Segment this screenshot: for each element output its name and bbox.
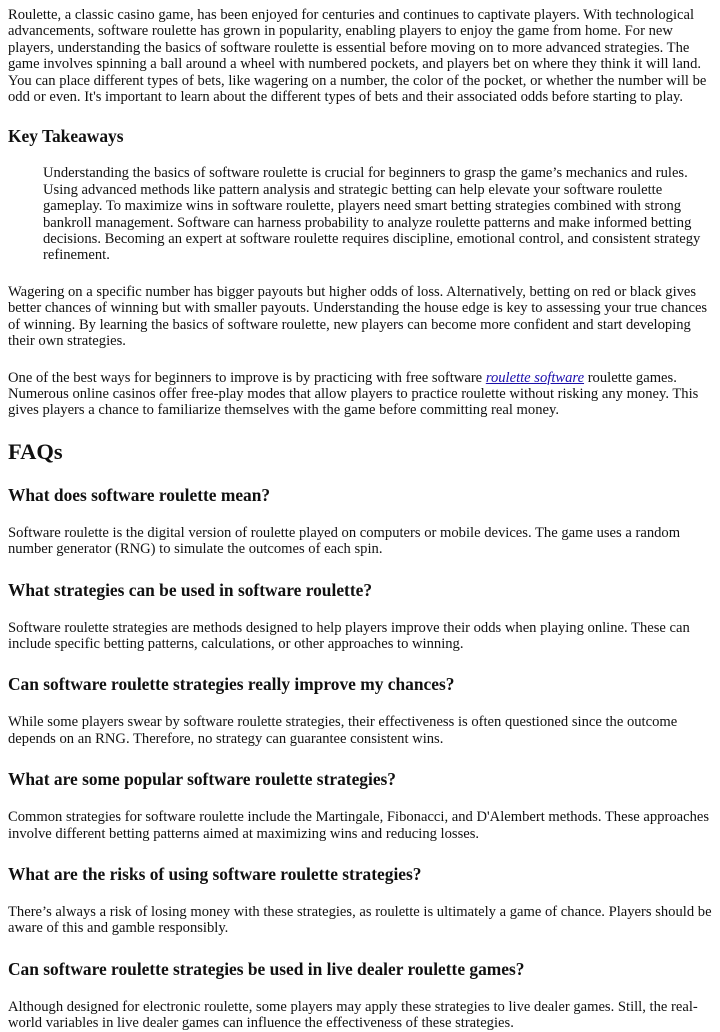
roulette-software-link[interactable]: roulette software: [485, 369, 585, 386]
faqs-heading: FAQs: [8, 438, 63, 464]
faq-question: What are the risks of using software roulette strategies?: [8, 863, 422, 884]
faq-item: [8, 864, 712, 937]
faq-item: [8, 674, 712, 747]
faq-item: [8, 959, 712, 1032]
faq-answer: Common strategies for software roulette include the Martingale, Fibonacci, and D'Alembert methods. These approaches involve different betting patterns aimed at maximizing wins and reducing losses.: [8, 809, 710, 842]
key-takeaways-heading: Key Takeaways: [8, 126, 124, 147]
faq-question: Can software roulette strategies really improve my chances?: [8, 674, 455, 695]
faq-question: Can software roulette strategies be used in live dealer roulette games?: [8, 958, 525, 979]
key-takeaways-blockquote: Understanding the basics of software roulette is crucial for beginners to grasp the game’s mechanics and rules. Using advanced methods like pattern analysis and strategic betting can help elevate your software roulette gameplay. To maximize wins in software roulette, players need smart betting strategies combined with strong bankroll management. Software can harness probability to analyze roulette patterns and make informed betting decisions. Becoming an expert at software roulette requires discipline, emotional control, and consistent strategy refinement.: [43, 165, 701, 264]
faq-answer: Software roulette is the digital version of roulette played on computers or mobile devices. The game uses a random number generator (RNG) to simulate the outcomes of each spin.: [8, 524, 681, 558]
practice-text-after: roulette games. Numerous online casinos offer free-play modes that allow players to practice roulette without risking any money. This gives players a chance to familiarize themselves with the game before committing real money.: [8, 369, 699, 419]
faq-question: What strategies can be used in software roulette?: [8, 579, 373, 600]
faq-answer: Software roulette strategies are methods designed to help players improve their odds when playing online. These can include specific betting patterns, calculations, or other approaches to winning.: [8, 619, 690, 652]
faq-item: [8, 580, 712, 653]
faq-answer: There’s always a risk of losing money with these strategies, as roulette is ultimately a game of chance. Players should be aware of this and gamble responsibly.: [8, 903, 712, 937]
faq-item: [8, 485, 712, 558]
practice-text-before: One of the best ways for beginners to improve is by practicing with free software: [8, 369, 486, 386]
faq-question: What are some popular software roulette strategies?: [8, 769, 397, 790]
intro-paragraph: Roulette, a classic casino game, has been enjoyed for centuries and continues to captivate players. With technological advancements, software roulette has grown in popularity, enabling players to enjoy the game from home. For new players, understanding the basics of software roulette is essential before moving on to more advanced strategies. The game involves spinning a ball around a wheel with numbered pockets, and players bet on where they think it will land. You can place different types of bets, like wagering on a number, the color of the pocket, or whether the number will be odd or even. It's important to learn about the different types of bets and their associated odds before starting to play.: [8, 7, 707, 106]
betting-odds-paragraph: Wagering on a specific number has bigger payouts but higher odds of loss. Alternatively, betting on red or black gives better chances of winning but with smaller payouts. Understanding the house edge is key to assessing your true chances of winning. By learning the basics of software roulette, new players can become more confident and start developing their own strategies.: [8, 283, 708, 350]
faq-answer: While some players swear by software roulette strategies, their effectiveness is often questioned since the outcome depends on an RNG. Therefore, no strategy can guarantee consistent wins.: [8, 714, 678, 747]
faq-answer: Although designed for electronic roulette, some players may apply these strategies to live dealer games. Still, the real-world variables in live dealer games can influence the effectiveness of these strategies.: [8, 998, 698, 1032]
faq-item: [8, 769, 712, 842]
practice-paragraph: [8, 370, 712, 419]
faq-question: What does software roulette mean?: [8, 484, 271, 505]
